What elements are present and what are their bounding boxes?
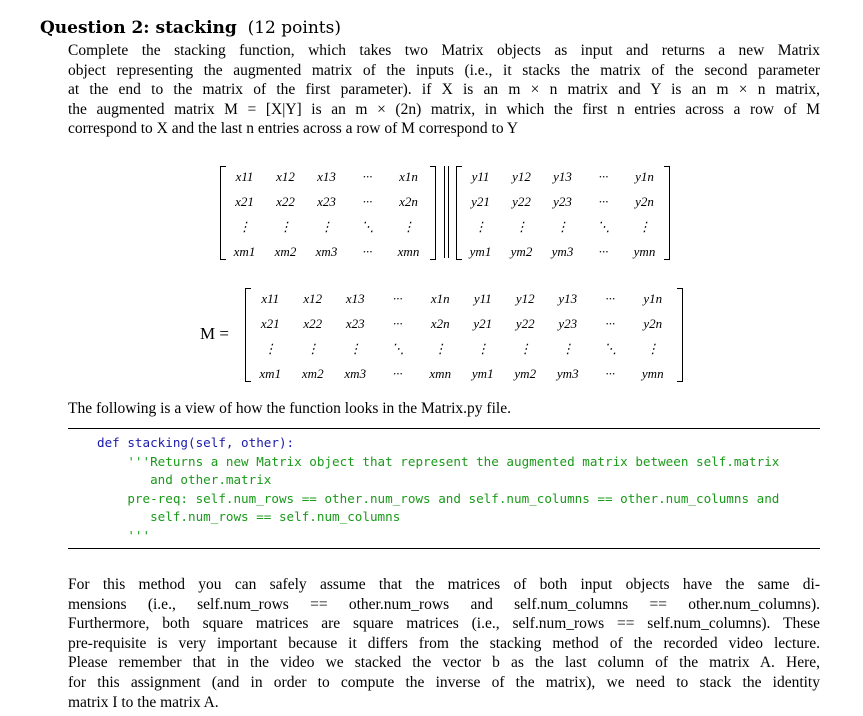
matrix-entry: ymn <box>633 243 656 259</box>
matrix-entry: x13 <box>345 290 365 306</box>
matrix-entry: xmn <box>429 365 452 381</box>
matrix-y-right-bracket <box>664 166 670 260</box>
matrix-entry: xm1 <box>259 365 282 381</box>
matrix-entry: x21 <box>235 193 254 209</box>
intro-line: at the end to the matrix of the first parameter). if X is an m × n matrix and Y is an m × n matrix, <box>68 81 820 99</box>
matrix-x-right-bracket <box>430 166 436 260</box>
outro-line: For this method you can safely assume that the matrices of both input objects have the same di- <box>68 576 820 593</box>
outro-paragraph <box>68 575 820 712</box>
outro-line: for this assignment (and in order to compute the inverse of the matrix), we need to stack the identity <box>68 673 820 691</box>
matrix-entry: y1n <box>635 168 654 184</box>
matrix-entry: ⋮ <box>279 218 292 234</box>
matrix-entry: ··· <box>598 168 609 184</box>
matrix-entry: y23 <box>553 193 572 209</box>
matrix-y <box>460 164 665 264</box>
matrix-entry: y13 <box>553 168 572 184</box>
question-label: Question 2: stacking <box>40 18 237 38</box>
matrix-entry: y22 <box>515 315 535 331</box>
matrix-entry: ··· <box>605 365 616 381</box>
matrix-entry: ym1 <box>471 365 494 381</box>
matrix-entry: x2n <box>430 315 450 331</box>
matrix-entry: ⋮ <box>433 340 447 356</box>
matrix-entry: ⋮ <box>518 340 532 356</box>
matrix-entry: ··· <box>605 315 616 331</box>
code-docstring-line: self.num_rows == self.num_columns <box>97 509 401 524</box>
matrix-entry: x12 <box>303 290 323 306</box>
matrix-entry: ⋮ <box>238 218 251 234</box>
matrix-m <box>249 286 674 386</box>
matrix-entry: xm2 <box>301 365 324 381</box>
matrix-entry: ⋮ <box>320 218 333 234</box>
matrix-entry: y22 <box>512 193 531 209</box>
augment-bar <box>448 166 449 258</box>
matrix-entry: x1n <box>399 168 418 184</box>
matrix-entry: x12 <box>276 168 295 184</box>
view-sentence <box>68 399 820 419</box>
matrix-entry: ym3 <box>551 243 574 259</box>
matrix-entry: x22 <box>303 315 323 331</box>
question-points: (12 points) <box>247 18 341 38</box>
matrix-entry: ⋮ <box>515 218 528 234</box>
matrix-entry: y23 <box>558 315 578 331</box>
matrix-entry: y11 <box>473 290 492 306</box>
matrix-entry: ⋮ <box>561 340 575 356</box>
matrix-entry: y12 <box>512 168 531 184</box>
code-docstring-line: ''' <box>97 527 151 543</box>
matrix-entry: ··· <box>392 290 403 306</box>
code-docstring-line: and other.matrix <box>97 472 272 487</box>
matrix-entry: x11 <box>261 290 280 306</box>
matrix-entry: ··· <box>605 290 616 306</box>
matrix-entry: ··· <box>362 168 373 184</box>
matrix-entry: ⋮ <box>474 218 487 234</box>
matrix-entry: ⋮ <box>402 218 415 234</box>
view-sentence-text: The following is a view of how the function looks in the Matrix.py file. <box>68 400 511 417</box>
matrix-entry: ⋮ <box>646 340 660 356</box>
matrix-entry: ··· <box>362 193 373 209</box>
outro-line: Please remember that in the video we stacked the vector b as the last column of the matrix A. Here, <box>68 654 820 672</box>
code-bottom-rule <box>68 548 820 549</box>
matrix-entry: ⋮ <box>348 340 362 356</box>
matrix-m-right-bracket <box>677 288 683 382</box>
matrix-entry: ⋱ <box>603 340 617 356</box>
matrix-entry: ym3 <box>556 365 579 381</box>
intro-line: the augmented matrix M = [X|Y] is an m × (2n) matrix, in which the first n entries across a row of M <box>68 100 820 118</box>
matrix-entry: y1n <box>643 290 663 306</box>
intro-line: object representing the augmented matrix of the inputs (i.e., it stacks the matrix of the second parameter <box>68 61 820 79</box>
augment-bar <box>444 166 445 258</box>
outro-line: pre-requisite is very important because it differs from the stacking method of the recorded video lecture. <box>68 634 820 652</box>
matrix-x <box>224 164 429 264</box>
question-heading <box>40 18 341 38</box>
matrix-entry: ··· <box>598 193 609 209</box>
code-listing <box>97 434 779 545</box>
matrix-entry: y21 <box>473 315 493 331</box>
matrix-entry: ⋱ <box>391 340 405 356</box>
matrix-entry: y12 <box>515 290 535 306</box>
matrix-entry: ⋱ <box>361 218 374 234</box>
code-def-line: def stacking(self, other): <box>97 435 295 450</box>
matrix-entry: x11 <box>235 168 254 184</box>
matrix-entry: ··· <box>362 243 373 259</box>
code-docstring-line: pre-req: self.num_rows == other.num_rows and self.num_columns == other.num_columns and <box>97 490 780 506</box>
matrix-entry: x2n <box>399 193 418 209</box>
matrix-entry: ⋮ <box>306 340 320 356</box>
matrix-entry: ym2 <box>510 243 533 259</box>
outro-line: matrix I to the matrix A. <box>68 693 219 711</box>
matrix-entry: xm3 <box>344 365 367 381</box>
matrix-entry: y2n <box>635 193 654 209</box>
matrix-entry: ym1 <box>469 243 492 259</box>
outro-line: mensions (i.e., self.num_rows == other.num_rows and self.num_columns == other.num_columns). <box>68 595 820 613</box>
matrix-entry: x21 <box>260 315 280 331</box>
matrix-entry: xm3 <box>315 243 338 259</box>
matrix-entry: x23 <box>317 193 336 209</box>
matrix-entry: ⋮ <box>476 340 490 356</box>
m-equals-label: M = <box>200 324 229 343</box>
matrix-entry: y2n <box>643 315 663 331</box>
matrix-entry: ymn <box>641 365 664 381</box>
matrix-entry: ⋱ <box>597 218 610 234</box>
matrix-entry: x22 <box>276 193 295 209</box>
matrix-entry: x23 <box>345 315 365 331</box>
matrix-entry: xm1 <box>233 243 256 259</box>
matrix-entry: ⋮ <box>556 218 569 234</box>
intro-line: Complete the stacking function, which takes two Matrix objects as input and returns a new Matrix <box>68 42 820 59</box>
matrix-entry: ⋮ <box>263 340 277 356</box>
matrix-entry: y11 <box>471 168 490 184</box>
matrix-entry: y21 <box>471 193 490 209</box>
matrix-entry: y13 <box>558 290 578 306</box>
matrix-entry: ··· <box>392 365 403 381</box>
code-docstring-line: '''Returns a new Matrix object that represent the augmented matrix between self.matrix <box>97 453 780 469</box>
matrix-entry: xmn <box>397 243 420 259</box>
matrix-entry: x1n <box>430 290 450 306</box>
matrix-entry: xm2 <box>274 243 297 259</box>
code-top-rule <box>68 428 820 429</box>
matrix-entry: ··· <box>598 243 609 259</box>
outro-line: Furthermore, both square matrices are square matrices (i.e., self.num_rows == self.num_columns). These <box>68 615 820 633</box>
matrix-entry: ··· <box>392 315 403 331</box>
intro-paragraph <box>68 41 820 139</box>
intro-line: correspond to X and the last n entries across a row of M correspond to Y <box>68 120 519 138</box>
matrix-entry: ym2 <box>514 365 537 381</box>
matrix-entry: ⋮ <box>638 218 651 234</box>
matrix-entry: x13 <box>317 168 336 184</box>
